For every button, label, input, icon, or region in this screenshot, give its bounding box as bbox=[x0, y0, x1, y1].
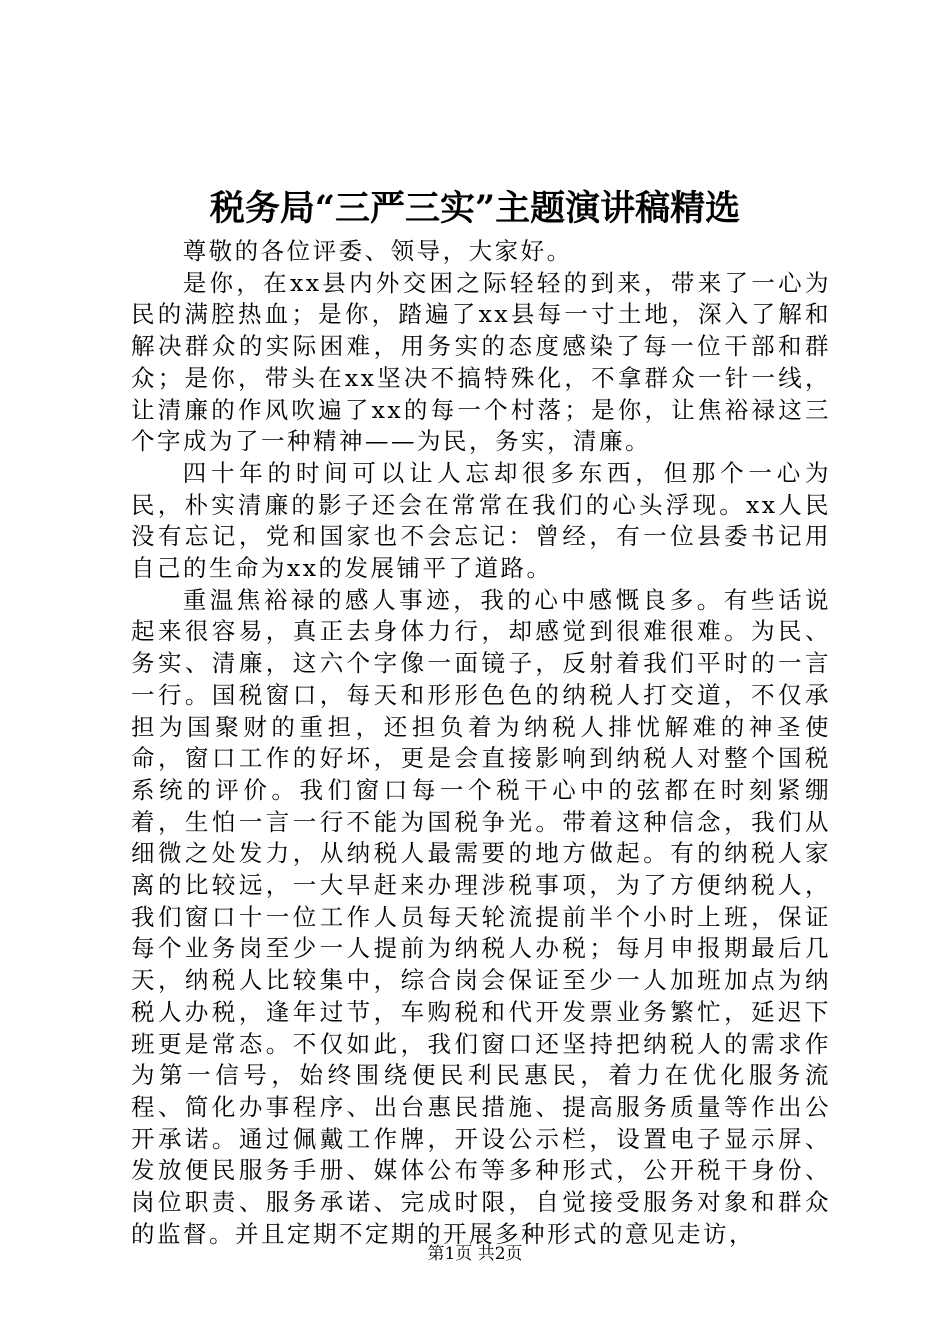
document-body bbox=[131, 236, 831, 1251]
paragraph-3: 重温焦裕禄的感人事迹，我的心中感慨良多。有些话说起来很容易，真正去身体力行，却感觉到很难很难。为民、务实、清廉，这六个字像一面镜子，反射着我们平时的一言一行。国税窗口，每天和形形色色的纳税人打交道，不仅承担为国聚财的重担，还担负着为纳税人排忧解难的神圣使命，窗口工作的好坏，更是会直接影响到纳税人对整个国税系统的评价。我们窗口每一个税干心中的弦都在时刻紧绷着，生怕一言一行不能为国税争光。带着这种信念，我们从细微之处发力，从纳税人最需要的地方做起。有的纳税人家离的比较远，一大早赶来办理涉税事项，为了方便纳税人，我们窗口十一位工作人员每天轮流提前半个小时上班，保证每个业务岗至少一人提前为纳税人办税；每月申报期最后几天，纳税人比较集中，综合岗会保证至少一人加班加点为纳税人办税，逢年过节，车购税和代开发票业务繁忙，延迟下班更是常态。不仅如此，我们窗口还坚持把纳税人的需求作为第一信号，始终围绕便民利民惠民，着力在优化服务流程、简化办事程序、出台惠民措施、提高服务质量等作出公开承诺。通过佩戴工作牌，开设公示栏，设置电子显示屏、发放便民服务手册、媒体公布等多种形式，公开税干身份、岗位职责、服务承诺、完成时限，自觉接受服务对象和群众的监督。并且定期不定期的开展多种形式的意见走访， bbox=[131, 585, 831, 1248]
paragraph-greeting: 尊敬的各位评委、领导，大家好。 bbox=[182, 237, 573, 265]
page-number-footer: 第1页 共2页 bbox=[427, 1244, 523, 1264]
paragraph-1: 是你，在xx县内外交困之际轻轻的到来，带来了一心为民的满腔热血；是你，踏遍了xx县每一寸土地，深入了解和解决群众的实际困难，用务实的态度感染了每一位干部和群众；是你，带头在xx坚决不搞特殊化，不拿群众一针一线，让清廉的作风吹遍了xx的每一个村落；是你，让焦裕禄这三个字成为了一种精神——为民，务实，清廉。 bbox=[131, 268, 831, 456]
paragraph-2: 四十年的时间可以让人忘却很多东西，但那个一心为民，朴实清廉的影子还会在常常在我们的心头浮现。xx人民没有忘记，党和国家也不会忘记：曾经，有一位县委书记用自己的生命为xx的发展铺平了道路。 bbox=[131, 458, 831, 583]
document-title: 税务局“三严三实”主题演讲稿精选 bbox=[209, 188, 741, 229]
